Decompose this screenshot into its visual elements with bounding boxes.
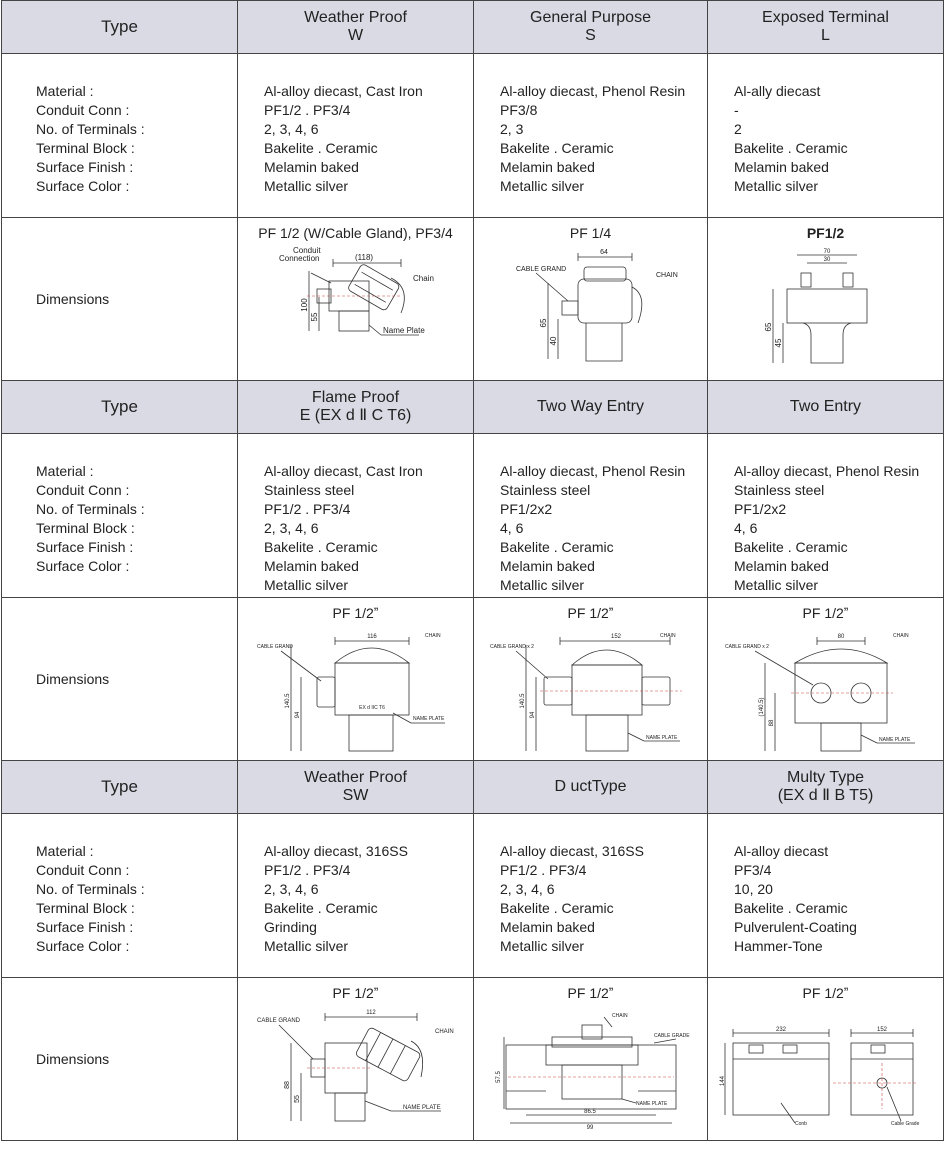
drawing-label: NAME PLATE [402,1105,441,1111]
drawing-label: 116 [366,634,377,640]
dimensions-label-text: Dimensions [36,291,110,307]
spec-line: Conduit Conn : [36,482,130,498]
spec-line: Bakelite . Ceramic [500,900,614,916]
spec-line: Metallic silver [734,178,819,194]
spec-line: Bakelite . Ceramic [264,140,378,156]
type-code: (EX d Ⅱ B T5) [777,787,874,804]
spec-labels-cell [2,434,238,598]
spec-line: Stainless steel [734,482,825,498]
spec-line: Material : [36,83,94,99]
drawing-label: NAME PLATE [878,737,910,743]
spec-line: - [734,102,739,118]
spec-values [474,54,707,196]
dimensions-row [2,978,944,1141]
drawing-label: 112 [365,1010,376,1016]
drawing-label: 40 [548,336,558,346]
spec-cell [238,434,474,598]
type-label [2,381,238,434]
spec-line: Terminal Block : [36,900,135,916]
spec-line: Metallic silver [264,938,349,954]
dimension-caption: PF 1/2ˮ [567,605,614,621]
drawing-label: 70 [823,249,830,255]
dimension-cell [708,218,944,381]
drawing-label: Conduit [292,246,321,255]
drawing-label: 55 [293,1095,301,1103]
spec-line: Al-alloy diecast, Phenol Resin [500,83,686,99]
spec-labels [2,814,237,956]
spec-line: Metallic silver [500,577,585,593]
drawing-label: 100 [299,298,309,312]
dimension-drawing [474,623,707,753]
spec-line: No. of Terminals : [36,121,145,137]
type-name: Two Way Entry [537,398,644,415]
type-code: S [585,27,596,44]
dimension-drawing [238,243,473,368]
drawing-label: 88 [768,719,775,727]
type-name: General Purpose [530,9,651,26]
spec-line: Material : [36,843,94,859]
type-row [2,1,944,54]
spec-line: Al-alloy diecast, Phenol Resin [734,463,920,479]
drawing-label: 55 [309,312,319,322]
spec-line: PF1/2x2 [734,501,787,517]
spec-cell [708,434,944,598]
dimension-caption: PF 1/2 (W/Cable Gland), PF3/4 [258,225,453,241]
drawing-label: 64 [599,249,608,256]
spec-line: 2, 3 [500,121,524,137]
spec-cell [474,814,708,978]
spec-line: Pulverulent-Coating [734,919,857,935]
spec-line: Al-alloy diecast [734,843,829,859]
spec-line: Stainless steel [500,482,591,498]
drawing-label: 94 [294,711,301,719]
type-label [2,1,238,54]
dimension-cell [474,218,708,381]
drawing-label: 30 [823,257,830,263]
spec-cell [474,54,708,218]
type-code: W [347,27,364,44]
drawing-label: (118) [354,253,373,262]
spec-line: Surface Color : [36,938,130,954]
spec-line: No. of Terminals : [36,881,145,897]
drawing-label: EX d IIC T6 [358,705,385,711]
dimension-cell [238,218,474,381]
spec-cell [474,434,708,598]
spec-line: Surface Color : [36,178,130,194]
spec-line: Bakelite . Ceramic [500,539,614,555]
dimension-caption: PF 1/2ˮ [332,985,379,1001]
dimension-drawing [474,1003,707,1131]
drawing-label: Connection [278,254,319,263]
spec-labels-cell [2,814,238,978]
spec-line: Metallic silver [500,938,585,954]
spec-line: Al-alloy diecast, Cast Iron [264,83,423,99]
spec-line: PF1/2 . PF3/4 [500,862,587,878]
dimensions-label-text: Dimensions [36,671,110,687]
spec-table [1,0,944,1141]
type-name: D uctType [554,778,627,795]
drawing-label: CHAIN [659,633,676,639]
spec-line: Surface Finish : [36,159,134,175]
dimension-drawing [474,243,707,368]
drawing-label: CHAIN [424,633,441,639]
spec-line: Bakelite . Ceramic [264,539,378,555]
drawing-label: Chain [412,274,434,283]
type-name: Two Entry [789,398,862,415]
dimension-drawing [708,243,943,368]
dimension-caption: PF 1/4 [569,225,612,241]
type-cell [238,381,474,434]
spec-values [238,434,473,595]
spec-labels [2,434,237,576]
drawing-label: (140.5) [758,697,765,717]
drawing-label: Name Plate [382,326,425,335]
spec-cell [708,54,944,218]
spec-line: PF1/2 . PF3/4 [264,102,351,118]
spec-line: PF1/2 . PF3/4 [264,501,351,517]
type-name: Flame Proof [311,389,400,406]
dimension-cell [474,978,708,1141]
type-cell [238,1,474,54]
dimensions-label [2,978,238,1141]
spec-line: Bakelite . Ceramic [734,900,848,916]
drawing-label: 86.5 [583,1109,596,1115]
spec-line: Metallic silver [264,178,349,194]
spec-line: Terminal Block : [36,140,135,156]
dimension-cell [708,978,944,1141]
drawing-label: 152 [610,634,621,640]
drawing-label: 152 [876,1027,887,1033]
drawing-label: 65 [763,322,773,332]
type-cell [708,381,944,434]
dimension-drawing [238,1003,473,1128]
spec-line: Melamin baked [734,558,829,574]
spec-line: Bakelite . Ceramic [734,539,848,555]
spec-line: 2, 3, 4, 6 [500,881,555,897]
spec-line: Metallic silver [734,577,819,593]
type-row [2,381,944,434]
drawing-label: NAME PLATE [635,1101,667,1107]
type-code: SW [342,787,369,804]
spec-line: 10, 20 [734,881,773,897]
spec-line: PF3/4 [734,862,772,878]
drawing-label: CABLE GRAND [515,266,566,273]
spec-line: Melamin baked [500,159,595,175]
spec-line: Material : [36,463,94,479]
dimension-caption: PF 1/2ˮ [567,985,614,1001]
drawing-label: CABLE GRAND [256,1018,300,1024]
spec-line: Al-alloy diecast, Cast Iron [264,463,423,479]
dimensions-row [2,218,944,381]
type-cell [474,761,708,814]
spec-line: Melamin baked [264,159,359,175]
drawing-label: 45 [773,338,783,348]
spec-line: Metallic silver [264,577,349,593]
dimension-cell [238,978,474,1141]
spec-line: Metallic silver [500,178,585,194]
spec-cell [708,814,944,978]
spec-line: Melamin baked [500,558,595,574]
spec-line: Melamin baked [500,919,595,935]
drawing-label: 80 [837,634,844,640]
drawing-label: 140.5 [519,693,526,709]
type-label-text: Type [101,397,138,416]
spec-labels [2,54,237,196]
drawing-label: CABLE GRAND x 2 [724,644,769,650]
type-name: Weather Proof [304,769,407,786]
dimension-drawing [708,1003,943,1128]
spec-line: Stainless steel [264,482,355,498]
dimension-cell [238,598,474,761]
drawing-label: NAME PLATE [645,735,677,741]
spec-line: 2, 3, 4, 6 [264,881,319,897]
spec-values [708,814,943,956]
dimensions-label [2,598,238,761]
spec-line: Conduit Conn : [36,102,130,118]
spec-line: Melamin baked [264,558,359,574]
dimension-caption: PF 1/2ˮ [332,605,379,621]
drawing-label: 88 [283,1081,291,1089]
drawing-label: 232 [775,1027,786,1033]
drawing-label: 57.5 [495,1071,502,1083]
spec-line: Grinding [264,919,317,935]
drawing-label: Conb [794,1121,807,1127]
drawing-label: CHAIN [892,633,909,639]
type-name: Exposed Terminal [762,9,889,26]
spec-line: 4, 6 [500,520,524,536]
drawing-label: 99 [586,1125,593,1131]
drawing-label: CHAIN [655,272,678,279]
drawing-label: Cable Grade [890,1121,919,1127]
spec-line: Terminal Block : [36,520,135,536]
spec-cell [238,54,474,218]
type-cell [708,1,944,54]
drawing-label: 94 [529,711,536,719]
spec-line: Surface Finish : [36,539,134,555]
drawing-label: 65 [538,318,548,328]
dimension-cell [708,598,944,761]
spec-cell [238,814,474,978]
spec-line: Bakelite . Ceramic [734,140,848,156]
spec-line: Al-alloy diecast, 316SS [500,843,644,859]
drawing-label: CHAIN [611,1013,628,1019]
type-cell [708,761,944,814]
dimension-drawing [708,623,943,753]
spec-line: Bakelite . Ceramic [264,900,378,916]
spec-row [2,814,944,978]
spec-line: 4, 6 [734,520,758,536]
spec-line: 2, 3, 4, 6 [264,520,319,536]
dimension-caption: PF 1/2ˮ [802,605,849,621]
spec-values [708,54,943,196]
spec-values [238,54,473,196]
spec-values [238,814,473,956]
type-cell [474,1,708,54]
spec-line: PF1/2x2 [500,501,553,517]
dimensions-row [2,598,944,761]
drawing-label: CABLE GRAND x 2 [489,644,534,650]
dimensions-label [2,218,238,381]
spec-values [474,434,707,595]
spec-line: No. of Terminals : [36,501,145,517]
dimension-drawing [238,623,473,753]
dimension-cell [474,598,708,761]
type-label [2,761,238,814]
spec-line: Al-alloy diecast, 316SS [264,843,408,859]
spec-line: Hammer-Tone [734,938,823,954]
type-code: L [821,27,830,44]
drawing-label: 144 [719,1075,726,1087]
drawing-label: 140.5 [284,693,291,709]
spec-line: Melamin baked [734,159,829,175]
spec-line: 2, 3, 4, 6 [264,121,319,137]
dimensions-label-text: Dimensions [36,1051,110,1067]
spec-line: Surface Finish : [36,919,134,935]
spec-line: Al-ally diecast [734,83,821,99]
type-label-text: Type [101,777,138,796]
spec-row [2,434,944,598]
spec-line: Bakelite . Ceramic [500,140,614,156]
type-cell [474,381,708,434]
type-row [2,761,944,814]
type-name: Multy Type [786,769,865,786]
spec-values [474,814,707,956]
spec-values [708,434,943,595]
spec-line: Al-alloy diecast, Phenol Resin [500,463,686,479]
spec-line: PF3/8 [500,102,538,118]
drawing-label: CABLE GRAND [256,644,293,650]
drawing-label: NAME PLATE [412,716,444,722]
type-label-text: Type [101,17,138,36]
spec-line: Conduit Conn : [36,862,130,878]
drawing-label: CABLE GRADE [653,1033,690,1039]
dimension-caption: PF1/2 [806,225,845,241]
type-code: E (EX d Ⅱ C T6) [299,407,412,424]
dimension-caption: PF 1/2ˮ [802,985,849,1001]
spec-line: Surface Color : [36,558,130,574]
spec-line: 2 [734,121,742,137]
drawing-label: CHAIN [434,1029,454,1035]
spec-row [2,54,944,218]
spec-line: PF1/2 . PF3/4 [264,862,351,878]
type-cell [238,761,474,814]
spec-labels-cell [2,54,238,218]
type-name: Weather Proof [304,9,407,26]
